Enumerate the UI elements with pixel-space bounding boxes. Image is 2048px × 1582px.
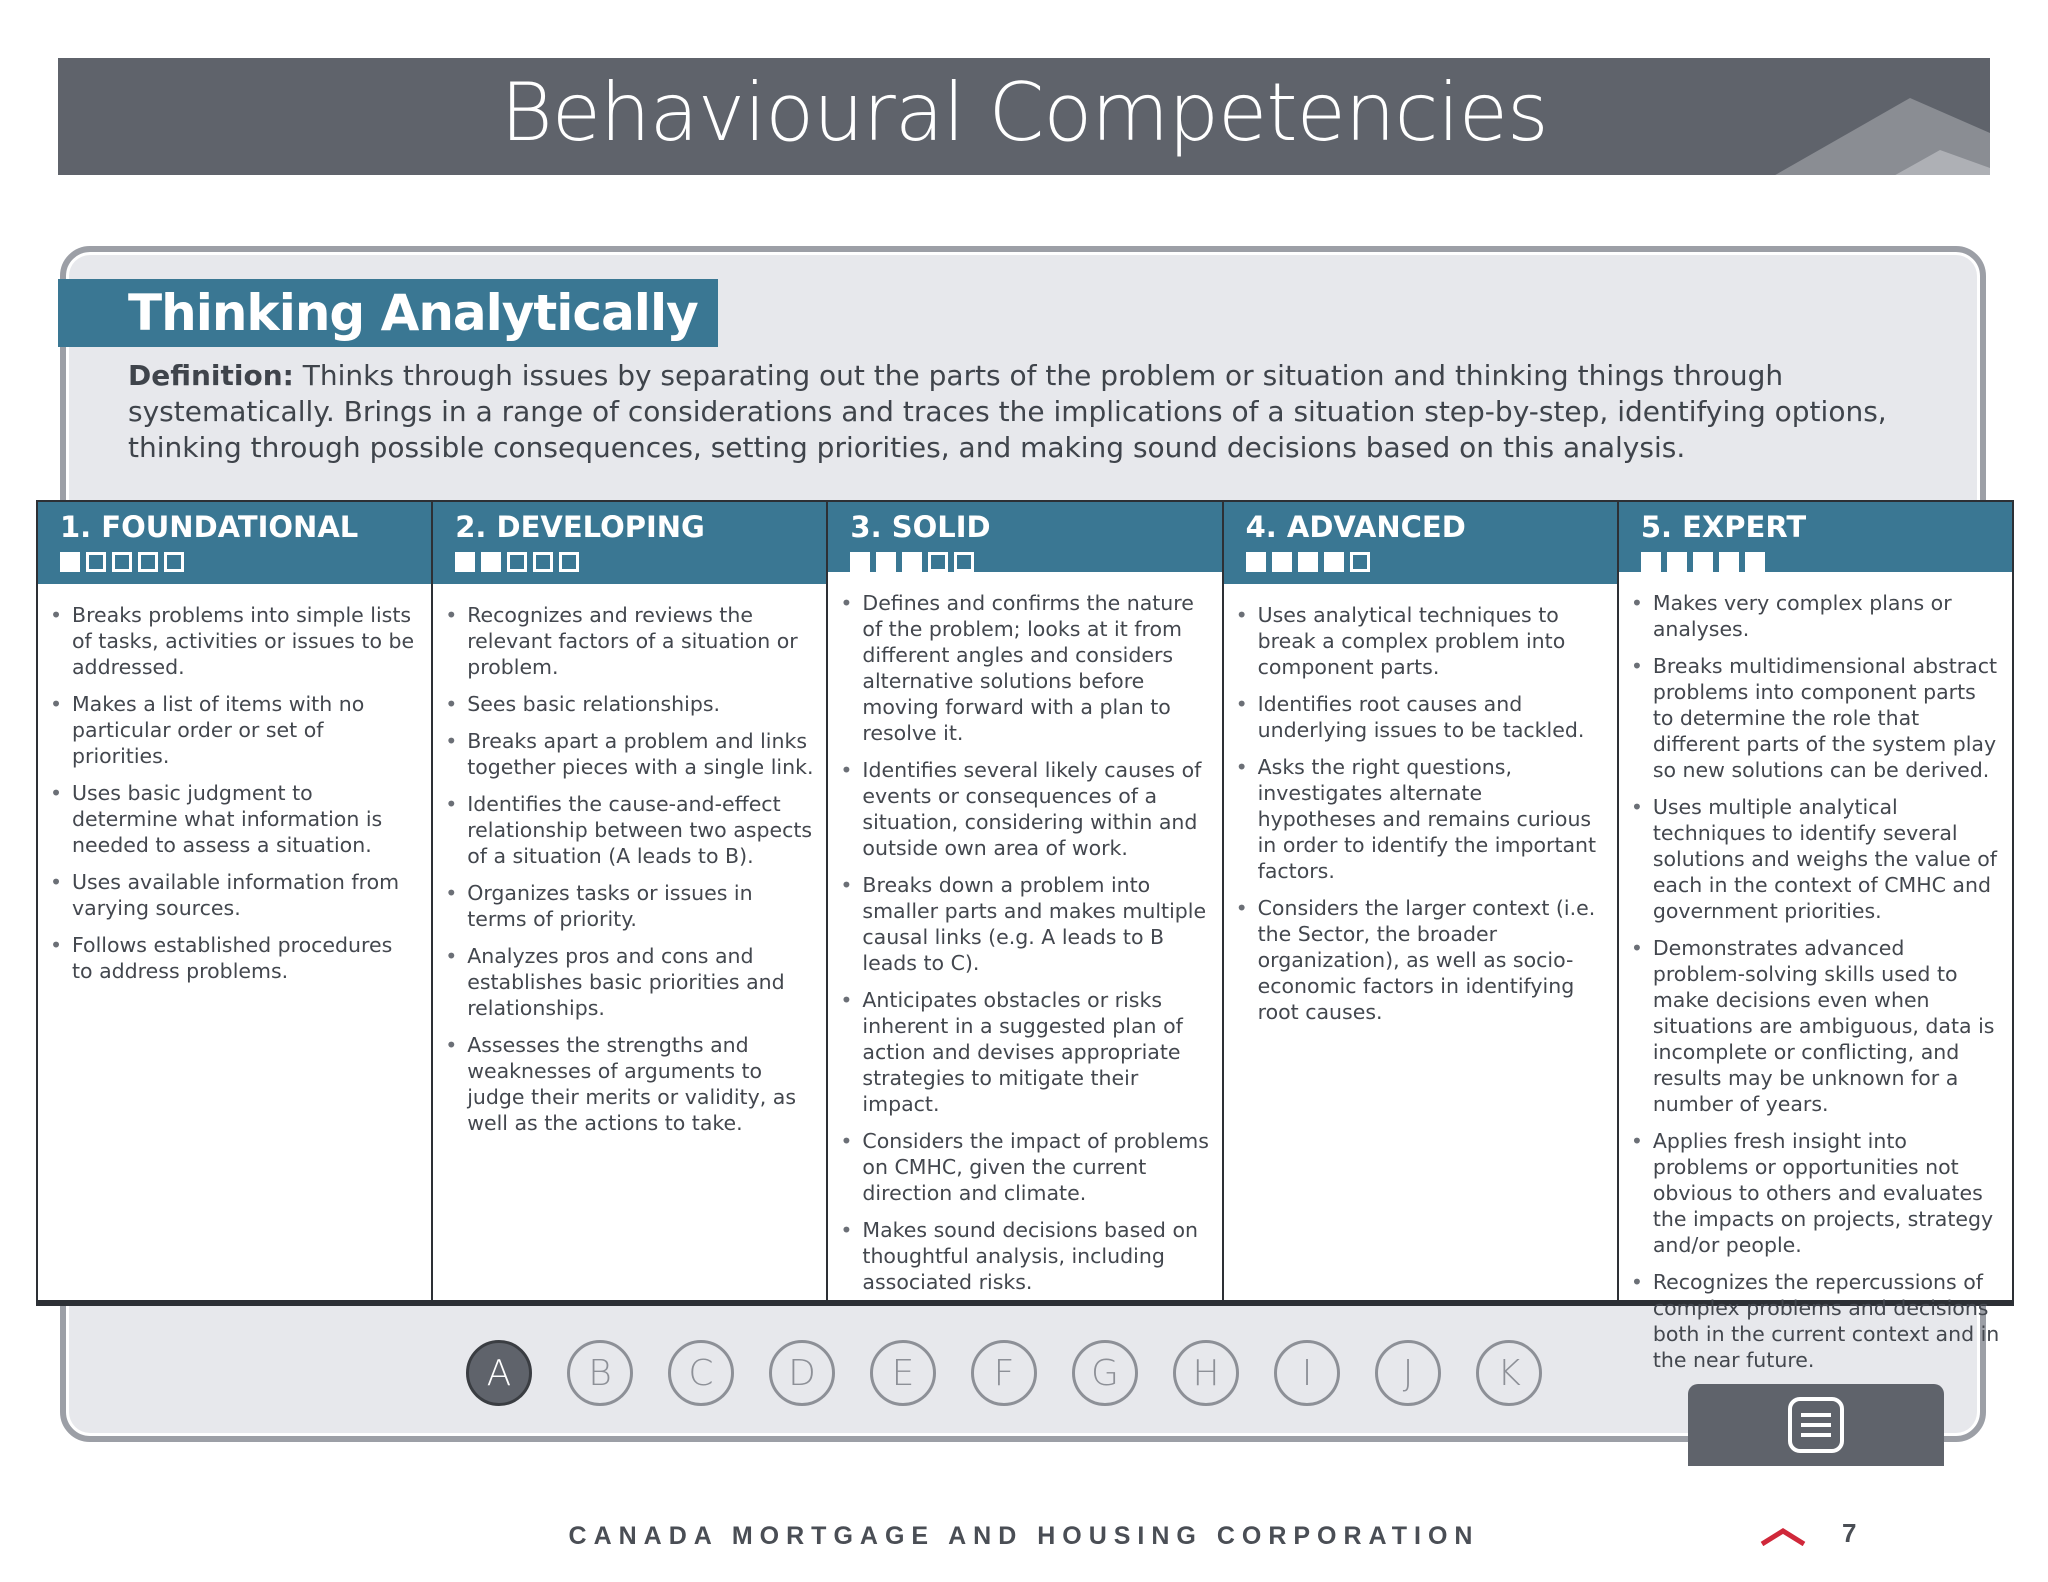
behaviour-item: • Breaks down a problem into smaller parts and makes multiple causal links (e.g. A leads to B leads to C). [862,872,1209,976]
level-square [164,552,184,572]
behaviour-list [828,572,1221,1306]
menu-button[interactable] [1688,1384,1944,1466]
behaviour-list [1224,584,1617,1036]
level-name: 1. FOUNDATIONAL [60,510,359,544]
level-header [828,502,1221,572]
competency-title: Thinking Analytically [58,279,718,347]
behaviour-item: • Recognizes the repercussions of complex problems and decisions both in the current context and in the near future. [1653,1269,2000,1373]
level-column [38,502,431,1300]
level-square [902,552,922,572]
level-square [1298,552,1318,572]
definition-text: Thinks through issues by separating out the parts of the problem or situation and thinking things through systematically. Brings in a range of considerations and traces the implications of a situation step-by-step, identifying options, thinking through possible consequences, setting priorities, and making sound decisions based on this analysis. [128,359,1887,464]
behaviour-item: • Organizes tasks or issues in terms of priority. [467,880,814,932]
behaviour-item: • Breaks multidimensional abstract problems into component parts to determine the role that different parts of the system play so new solutions can be derived. [1653,653,2000,783]
behaviour-item: • Follows established procedures to address problems. [72,932,419,984]
nav-letter-c[interactable]: C [668,1340,734,1406]
level-header [433,502,826,584]
nav-letter-a[interactable]: A [466,1340,532,1406]
behaviour-item: • Recognizes and reviews the relevant factors of a situation or problem. [467,602,814,680]
behaviour-item: • Identifies the cause-and-effect relationship between two aspects of a situation (A leads to B). [467,791,814,869]
level-square [455,552,475,572]
behaviour-list [433,584,826,1147]
level-square [1350,552,1370,572]
behaviour-item: • Uses analytical techniques to break a complex problem into component parts. [1258,602,1605,680]
level-square [60,552,80,572]
level-header [38,502,431,584]
nav-letter-f[interactable]: F [971,1340,1037,1406]
level-square [1246,552,1266,572]
behaviour-item: • Anticipates obstacles or risks inherent in a suggested plan of action and devises appropriate strategies to mitigate their impact. [862,987,1209,1117]
level-indicator [850,552,1221,572]
behaviour-item: • Applies fresh insight into problems or opportunities not obvious to others and evaluates the impacts on projects, strategy and/or people. [1653,1128,2000,1258]
level-square [876,552,896,572]
level-column [1617,502,2012,1372]
nav-letter-e[interactable]: E [870,1340,936,1406]
level-name: 4. ADVANCED [1245,510,1466,544]
level-name: 5. EXPERT [1640,510,1807,544]
level-square [138,552,158,572]
level-square [850,552,870,572]
page-number: 7 [1842,1518,1857,1548]
behaviour-item: • Identifies several likely causes of events or consequences of a situation, considering within and outside own area of work. [862,757,1209,861]
behaviour-item: • Asks the right questions, investigates alternate hypotheses and remains curious in order to identify the important factors. [1258,754,1605,884]
behaviour-item: • Makes a list of items with no particular order or set of priorities. [72,691,419,769]
level-square [559,552,579,572]
level-column [431,502,826,1300]
behaviour-item: • Demonstrates advanced problem-solving skills used to make decisions even when situations are ambiguous, data is incomplete or conflicting, and results may be unknown for a number of years. [1653,935,2000,1117]
behaviour-item: • Considers the larger context (i.e. the Sector, the broader organization), as well as socio-economic factors in identifying root causes. [1258,895,1605,1025]
behaviour-item: • Uses multiple analytical techniques to identify several solutions and weighs the value of each in the context of CMHC and government priorities. [1653,794,2000,924]
level-column [1222,502,1617,1300]
behaviour-item: • Uses basic judgment to determine what information is needed to assess a situation. [72,780,419,858]
competency-definition [128,358,1888,466]
level-header [1224,502,1617,584]
level-square [1272,552,1292,572]
nav-letter-j[interactable]: J [1375,1340,1441,1406]
level-indicator [455,552,826,572]
competency-navigation [466,1340,1542,1406]
level-square [1641,552,1661,572]
nav-letter-k[interactable]: K [1476,1340,1542,1406]
level-square [507,552,527,572]
footer-org-name: CANADA MORTGAGE AND HOUSING CORPORATION [568,1522,1480,1550]
definition-label: Definition: [128,359,294,392]
menu-list-icon [1787,1396,1845,1454]
behaviour-item: • Makes sound decisions based on thoughtful analysis, including associated risks. [862,1217,1209,1295]
level-square [533,552,553,572]
level-square [1745,552,1765,572]
nav-letter-i[interactable]: I [1274,1340,1340,1406]
behaviour-item: • Breaks apart a problem and links together pieces with a single link. [467,728,814,780]
level-indicator [60,552,431,572]
behaviour-item: • Identifies root causes and underlying issues to be tackled. [1258,691,1605,743]
level-square [1324,552,1344,572]
level-header [1619,502,2012,572]
level-square [1667,552,1687,572]
level-square [954,552,974,572]
level-square [112,552,132,572]
nav-letter-g[interactable]: G [1072,1340,1138,1406]
level-name: 3. SOLID [850,510,991,544]
level-column [826,502,1221,1300]
behaviour-item: • Defines and confirms the nature of the problem; looks at it from different angles and considers alternative solutions before moving forward with a plan to resolve it. [862,590,1209,746]
level-square [928,552,948,572]
level-square [86,552,106,572]
level-square [1719,552,1739,572]
level-indicator [1641,552,2012,572]
behaviour-item: • Uses available information from varying sources. [72,869,419,921]
level-square [481,552,501,572]
proficiency-levels-table [36,500,2014,1372]
behaviour-list [1619,572,2012,1384]
behaviour-item: • Considers the impact of problems on CMHC, given the current direction and climate. [862,1128,1209,1206]
roof-decoration-icon [1770,88,1990,175]
level-indicator [1246,552,1617,572]
level-name: 2. DEVELOPING [455,510,705,544]
nav-letter-b[interactable]: B [567,1340,633,1406]
header-bar [58,58,1990,175]
cmhc-roof-logo-icon [1760,1528,1806,1546]
behaviour-item: • Assesses the strengths and weaknesses of arguments to judge their merits or validity, as well as the actions to take. [467,1032,814,1136]
behaviour-item: • Makes very complex plans or analyses. [1653,590,2000,642]
nav-letter-h[interactable]: H [1173,1340,1239,1406]
behaviour-item: • Analyzes pros and cons and establishes basic priorities and relationships. [467,943,814,1021]
page-title: Behavioural Competencies [500,66,1548,159]
behaviour-item: • Sees basic relationships. [467,691,814,717]
nav-letter-d[interactable]: D [769,1340,835,1406]
level-square [1693,552,1713,572]
behaviour-item: • Breaks problems into simple lists of tasks, activities or issues to be addressed. [72,602,419,680]
behaviour-list [38,584,431,995]
